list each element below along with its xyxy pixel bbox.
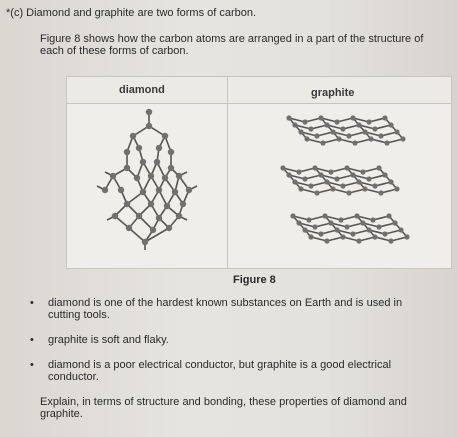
graphite-carbon-atom xyxy=(360,169,365,174)
graphite-carbon-atom xyxy=(308,183,313,188)
diamond-carbon-atom xyxy=(166,225,172,231)
graphite-carbon-atom xyxy=(368,136,373,141)
diamond-carbon-atom xyxy=(136,145,142,151)
graphite-carbon-atom xyxy=(336,136,341,141)
diamond-carbon-atom xyxy=(154,159,160,165)
graphite-carbon-atom xyxy=(328,220,333,225)
graphite-carbon-atom xyxy=(296,169,301,174)
diamond-carbon-atom xyxy=(140,189,146,195)
graphite-carbon-atom xyxy=(360,220,365,225)
graphite-carbon-atom xyxy=(344,224,349,229)
graphite-carbon-atom xyxy=(314,190,319,195)
graphite-carbon-atom xyxy=(312,224,317,229)
graphite-carbon-atom xyxy=(352,140,357,145)
graphite-carbon-atom xyxy=(298,129,303,134)
graphite-carbon-atom xyxy=(356,179,361,184)
graphite-carbon-atom xyxy=(378,190,383,195)
structure-diagrams xyxy=(67,104,451,268)
diamond-column-label: diamond xyxy=(119,84,165,96)
diamond-carbon-atom xyxy=(102,187,108,193)
diamond-carbon-atom xyxy=(162,133,168,139)
diamond-carbon-atom xyxy=(146,123,152,129)
graphite-carbon-atom xyxy=(372,183,377,188)
graphite-carbon-atom xyxy=(398,227,403,232)
figure-caption: Figure 8 xyxy=(233,274,276,286)
graphite-carbon-atom xyxy=(340,183,345,188)
graphite-structure-diagram xyxy=(280,115,409,243)
diamond-carbon-atom xyxy=(112,213,118,219)
graphite-carbon-atom xyxy=(324,179,329,184)
graphite-carbon-atom xyxy=(302,227,307,232)
diamond-carbon-atom xyxy=(146,109,152,115)
graphite-carbon-atom xyxy=(322,213,327,218)
graphite-carbon-atom xyxy=(350,231,355,236)
property-item-conductivity: • diamond is a poor electrical conductor, but graphite is a good electrical conductor. xyxy=(36,359,436,383)
graphite-carbon-atom xyxy=(344,165,349,170)
graphite-carbon-atom xyxy=(350,172,355,177)
graphite-carbon-atom xyxy=(308,234,313,239)
graphite-carbon-atom xyxy=(302,176,307,181)
diamond-carbon-atom xyxy=(148,201,154,207)
graphite-carbon-atom xyxy=(354,213,359,218)
graphite-carbon-atom xyxy=(366,227,371,232)
graphite-carbon-atom xyxy=(314,133,319,138)
diamond-carbon-atom xyxy=(124,149,130,155)
graphite-carbon-atom xyxy=(308,126,313,131)
diamond-carbon-atom xyxy=(130,133,136,139)
graphite-carbon-atom xyxy=(388,238,393,243)
graphite-carbon-atom xyxy=(292,179,297,184)
graphite-carbon-atom xyxy=(382,115,387,120)
graphite-carbon-atom xyxy=(330,129,335,134)
graphite-carbon-atom xyxy=(286,172,291,177)
graphite-carbon-atom xyxy=(372,126,377,131)
diamond-carbon-atom xyxy=(126,225,132,231)
graphite-carbon-atom xyxy=(376,224,381,229)
graphite-carbon-atom xyxy=(370,217,375,222)
graphite-carbon-atom xyxy=(334,119,339,124)
graphite-carbon-atom xyxy=(362,129,367,134)
graphite-carbon-atom xyxy=(286,115,291,120)
graphite-carbon-atom xyxy=(290,213,295,218)
diamond-carbon-atom xyxy=(150,227,156,233)
graphite-carbon-atom xyxy=(302,119,307,124)
graphite-carbon-atom xyxy=(330,186,335,191)
graphite-carbon-atom xyxy=(376,165,381,170)
diamond-structure-diagram xyxy=(97,109,197,250)
graphite-carbon-atom xyxy=(346,190,351,195)
question-label: *(c) Diamond and graphite are two forms of carbon. xyxy=(6,7,257,19)
graphite-carbon-atom xyxy=(338,217,343,222)
diamond-carbon-atom xyxy=(136,213,142,219)
property-list xyxy=(36,297,436,383)
graphite-carbon-atom xyxy=(372,234,377,239)
graphite-carbon-atom xyxy=(318,231,323,236)
figure-8-box xyxy=(66,76,452,269)
diamond-carbon-atom xyxy=(176,213,182,219)
graphite-carbon-atom xyxy=(320,140,325,145)
graphite-carbon-atom xyxy=(394,186,399,191)
graphite-carbon-atom xyxy=(366,176,371,181)
diamond-carbon-atom xyxy=(148,173,154,179)
graphite-carbon-atom xyxy=(366,119,371,124)
graphite-carbon-atom xyxy=(318,115,323,120)
graphite-carbon-atom xyxy=(356,122,361,127)
graphite-carbon-atom xyxy=(386,213,391,218)
graphite-carbon-atom xyxy=(292,122,297,127)
graphite-carbon-atom xyxy=(334,176,339,181)
diamond-carbon-atom xyxy=(124,165,130,171)
question-intro: Figure 8 shows how the carbon atoms are arranged in a part of the structure of each of these forms of carbon. xyxy=(40,33,424,57)
diamond-carbon-atom xyxy=(164,203,170,209)
diamond-carbon-atom xyxy=(162,175,168,181)
graphite-carbon-atom xyxy=(318,172,323,177)
diamond-carbon-atom xyxy=(124,201,130,207)
diamond-carbon-atom xyxy=(142,239,148,245)
diamond-carbon-atom xyxy=(156,215,162,221)
diamond-carbon-atom xyxy=(140,159,146,165)
question-task: Explain, in terms of structure and bonding, these properties of diamond and graphite. xyxy=(40,396,407,420)
diamond-carbon-atom xyxy=(110,173,116,179)
graphite-carbon-atom xyxy=(388,179,393,184)
diamond-carbon-atom xyxy=(134,175,140,181)
graphite-carbon-atom xyxy=(356,238,361,243)
graphite-carbon-atom xyxy=(394,129,399,134)
diamond-carbon-atom xyxy=(172,189,178,195)
graphite-carbon-atom xyxy=(400,136,405,141)
graphite-carbon-atom xyxy=(324,122,329,127)
graphite-carbon-atom xyxy=(362,186,367,191)
graphite-column-label: graphite xyxy=(311,87,355,99)
diamond-carbon-atom xyxy=(180,201,186,207)
graphite-carbon-atom xyxy=(382,172,387,177)
graphite-carbon-atom xyxy=(388,122,393,127)
diamond-carbon-atom xyxy=(118,187,124,193)
diamond-carbon-atom xyxy=(168,165,174,171)
graphite-carbon-atom xyxy=(346,133,351,138)
graphite-carbon-atom xyxy=(378,133,383,138)
graphite-carbon-atom xyxy=(312,165,317,170)
graphite-carbon-atom xyxy=(382,231,387,236)
graphite-carbon-atom xyxy=(384,140,389,145)
graphite-carbon-atom xyxy=(334,227,339,232)
diamond-bond xyxy=(145,228,169,242)
diamond-carbon-atom xyxy=(168,149,174,155)
graphite-carbon-atom xyxy=(298,186,303,191)
graphite-carbon-atom xyxy=(304,136,309,141)
property-item-diamond-hardness: • diamond is one of the hardest known substances on Earth and is used in cutting tools. xyxy=(36,297,436,321)
property-item-graphite-soft: • graphite is soft and flaky. xyxy=(36,334,436,346)
graphite-carbon-atom xyxy=(340,234,345,239)
diamond-carbon-atom xyxy=(156,187,162,193)
graphite-carbon-atom xyxy=(328,169,333,174)
diamond-carbon-atom xyxy=(176,173,182,179)
graphite-carbon-atom xyxy=(392,220,397,225)
graphite-carbon-atom xyxy=(324,238,329,243)
graphite-carbon-atom xyxy=(296,220,301,225)
diamond-carbon-atom xyxy=(186,187,192,193)
diamond-carbon-atom xyxy=(156,145,162,151)
graphite-carbon-atom xyxy=(306,217,311,222)
graphite-carbon-atom xyxy=(280,165,285,170)
graphite-carbon-atom xyxy=(340,126,345,131)
graphite-carbon-atom xyxy=(350,115,355,120)
graphite-carbon-atom xyxy=(404,234,409,239)
